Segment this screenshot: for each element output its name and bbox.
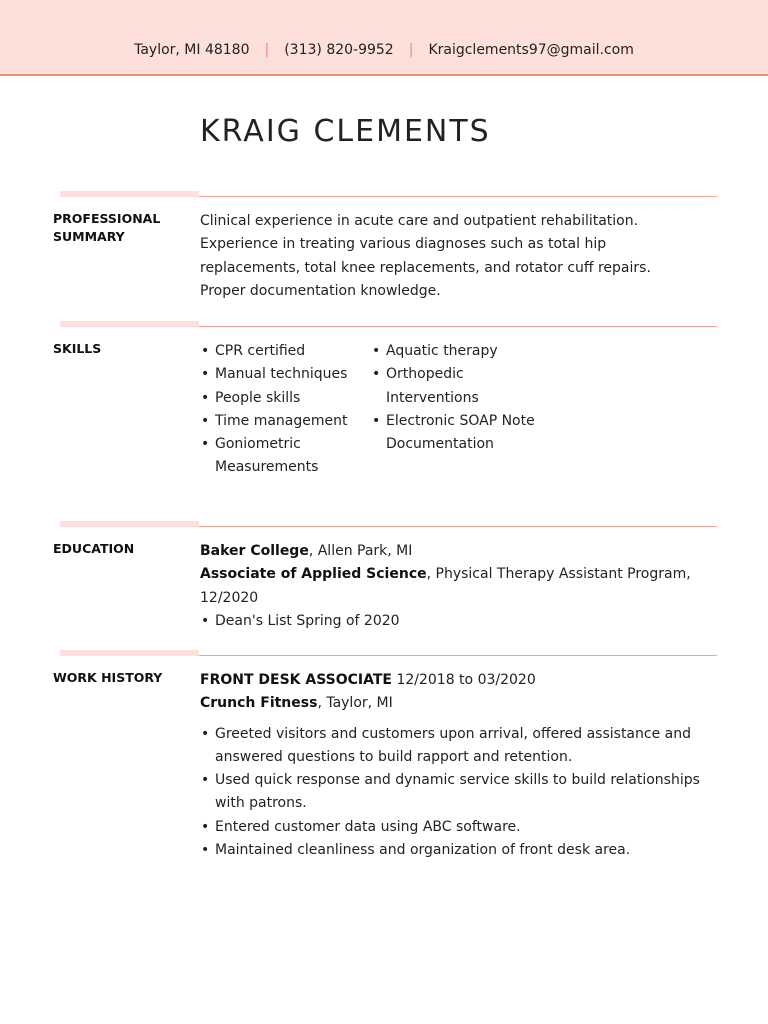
skill-item: • Orthopedic Interventions [371, 363, 486, 410]
skill-item: • People skills [200, 387, 350, 410]
section-tab [60, 521, 199, 527]
work-heading: WORK HISTORY [53, 670, 163, 685]
education-school-line [200, 540, 710, 563]
section-divider [199, 326, 717, 327]
skill-item: • Manual techniques [200, 363, 350, 386]
skill-item: • CPR certified [200, 340, 350, 363]
candidate-name: KRAIG CLEMENTS [200, 114, 491, 149]
contact-phone: (313) 820-9952 [284, 42, 394, 58]
contact-line [0, 42, 768, 58]
job-title-line [200, 669, 705, 692]
job-dates: 12/2018 to 03/2020 [392, 672, 536, 688]
education-heading: EDUCATION [53, 541, 135, 556]
summary-text: Clinical experience in acute care and outpatient rehabilitation. Experience in treating various diagnoses such as total hip replacements, total knee replacements, and rotator cuff repairs. Proper documentation knowledge. [200, 213, 651, 299]
job-bullet: • Entered customer data using ABC software. [200, 816, 705, 839]
section-divider [199, 526, 717, 527]
school-name: Baker College [200, 543, 309, 559]
section-tab [60, 650, 199, 656]
school-location: , Allen Park, MI [308, 543, 413, 559]
contact-email: Kraigclements97@gmail.com [428, 42, 634, 58]
company-location: , Taylor, MI [317, 695, 393, 712]
work-block [200, 669, 705, 862]
skill-item: • Electronic SOAP Note Documentation [371, 410, 536, 457]
job-bullet: • Greeted visitors and customers upon arrival, offered assistance and answered questions to build rapport and retention. [200, 723, 705, 770]
degree-name: Associate of Applied Science [200, 566, 427, 583]
job-bullet: • Used quick response and dynamic service skills to build relationships with patrons. [200, 769, 705, 816]
section-tab [60, 191, 199, 197]
contact-header-bar [0, 0, 768, 76]
section-tab [60, 321, 199, 327]
section-divider [199, 655, 717, 656]
skills-heading: SKILLS [53, 341, 102, 356]
summary-heading: PROFESSIONAL SUMMARY [53, 211, 161, 244]
education-bullet: • Dean's List Spring of 2020 [200, 610, 710, 633]
skill-item: • Goniometric Measurements [200, 433, 335, 480]
education-block [200, 540, 710, 633]
contact-address: Taylor, MI 48180 [134, 42, 250, 58]
job-bullet: • Maintained cleanliness and organization of front desk area. [200, 839, 705, 862]
skill-item: • Time management [200, 410, 350, 433]
skills-list-left [200, 340, 350, 480]
skills-list-right [371, 340, 536, 456]
job-company-line [200, 692, 705, 715]
education-bullets [200, 610, 710, 633]
skill-item: • Aquatic therapy [371, 340, 536, 363]
job-bullets [200, 723, 705, 863]
education-degree-line [200, 563, 710, 610]
contact-separator: | [264, 42, 270, 58]
degree-program: , Physical Therapy Assistant Program, 12/2020 [200, 566, 691, 606]
contact-separator: | [408, 42, 414, 58]
company-name: Crunch Fitness [200, 695, 318, 712]
job-title: FRONT DESK ASSOCIATE [200, 672, 392, 688]
section-divider [199, 196, 717, 197]
